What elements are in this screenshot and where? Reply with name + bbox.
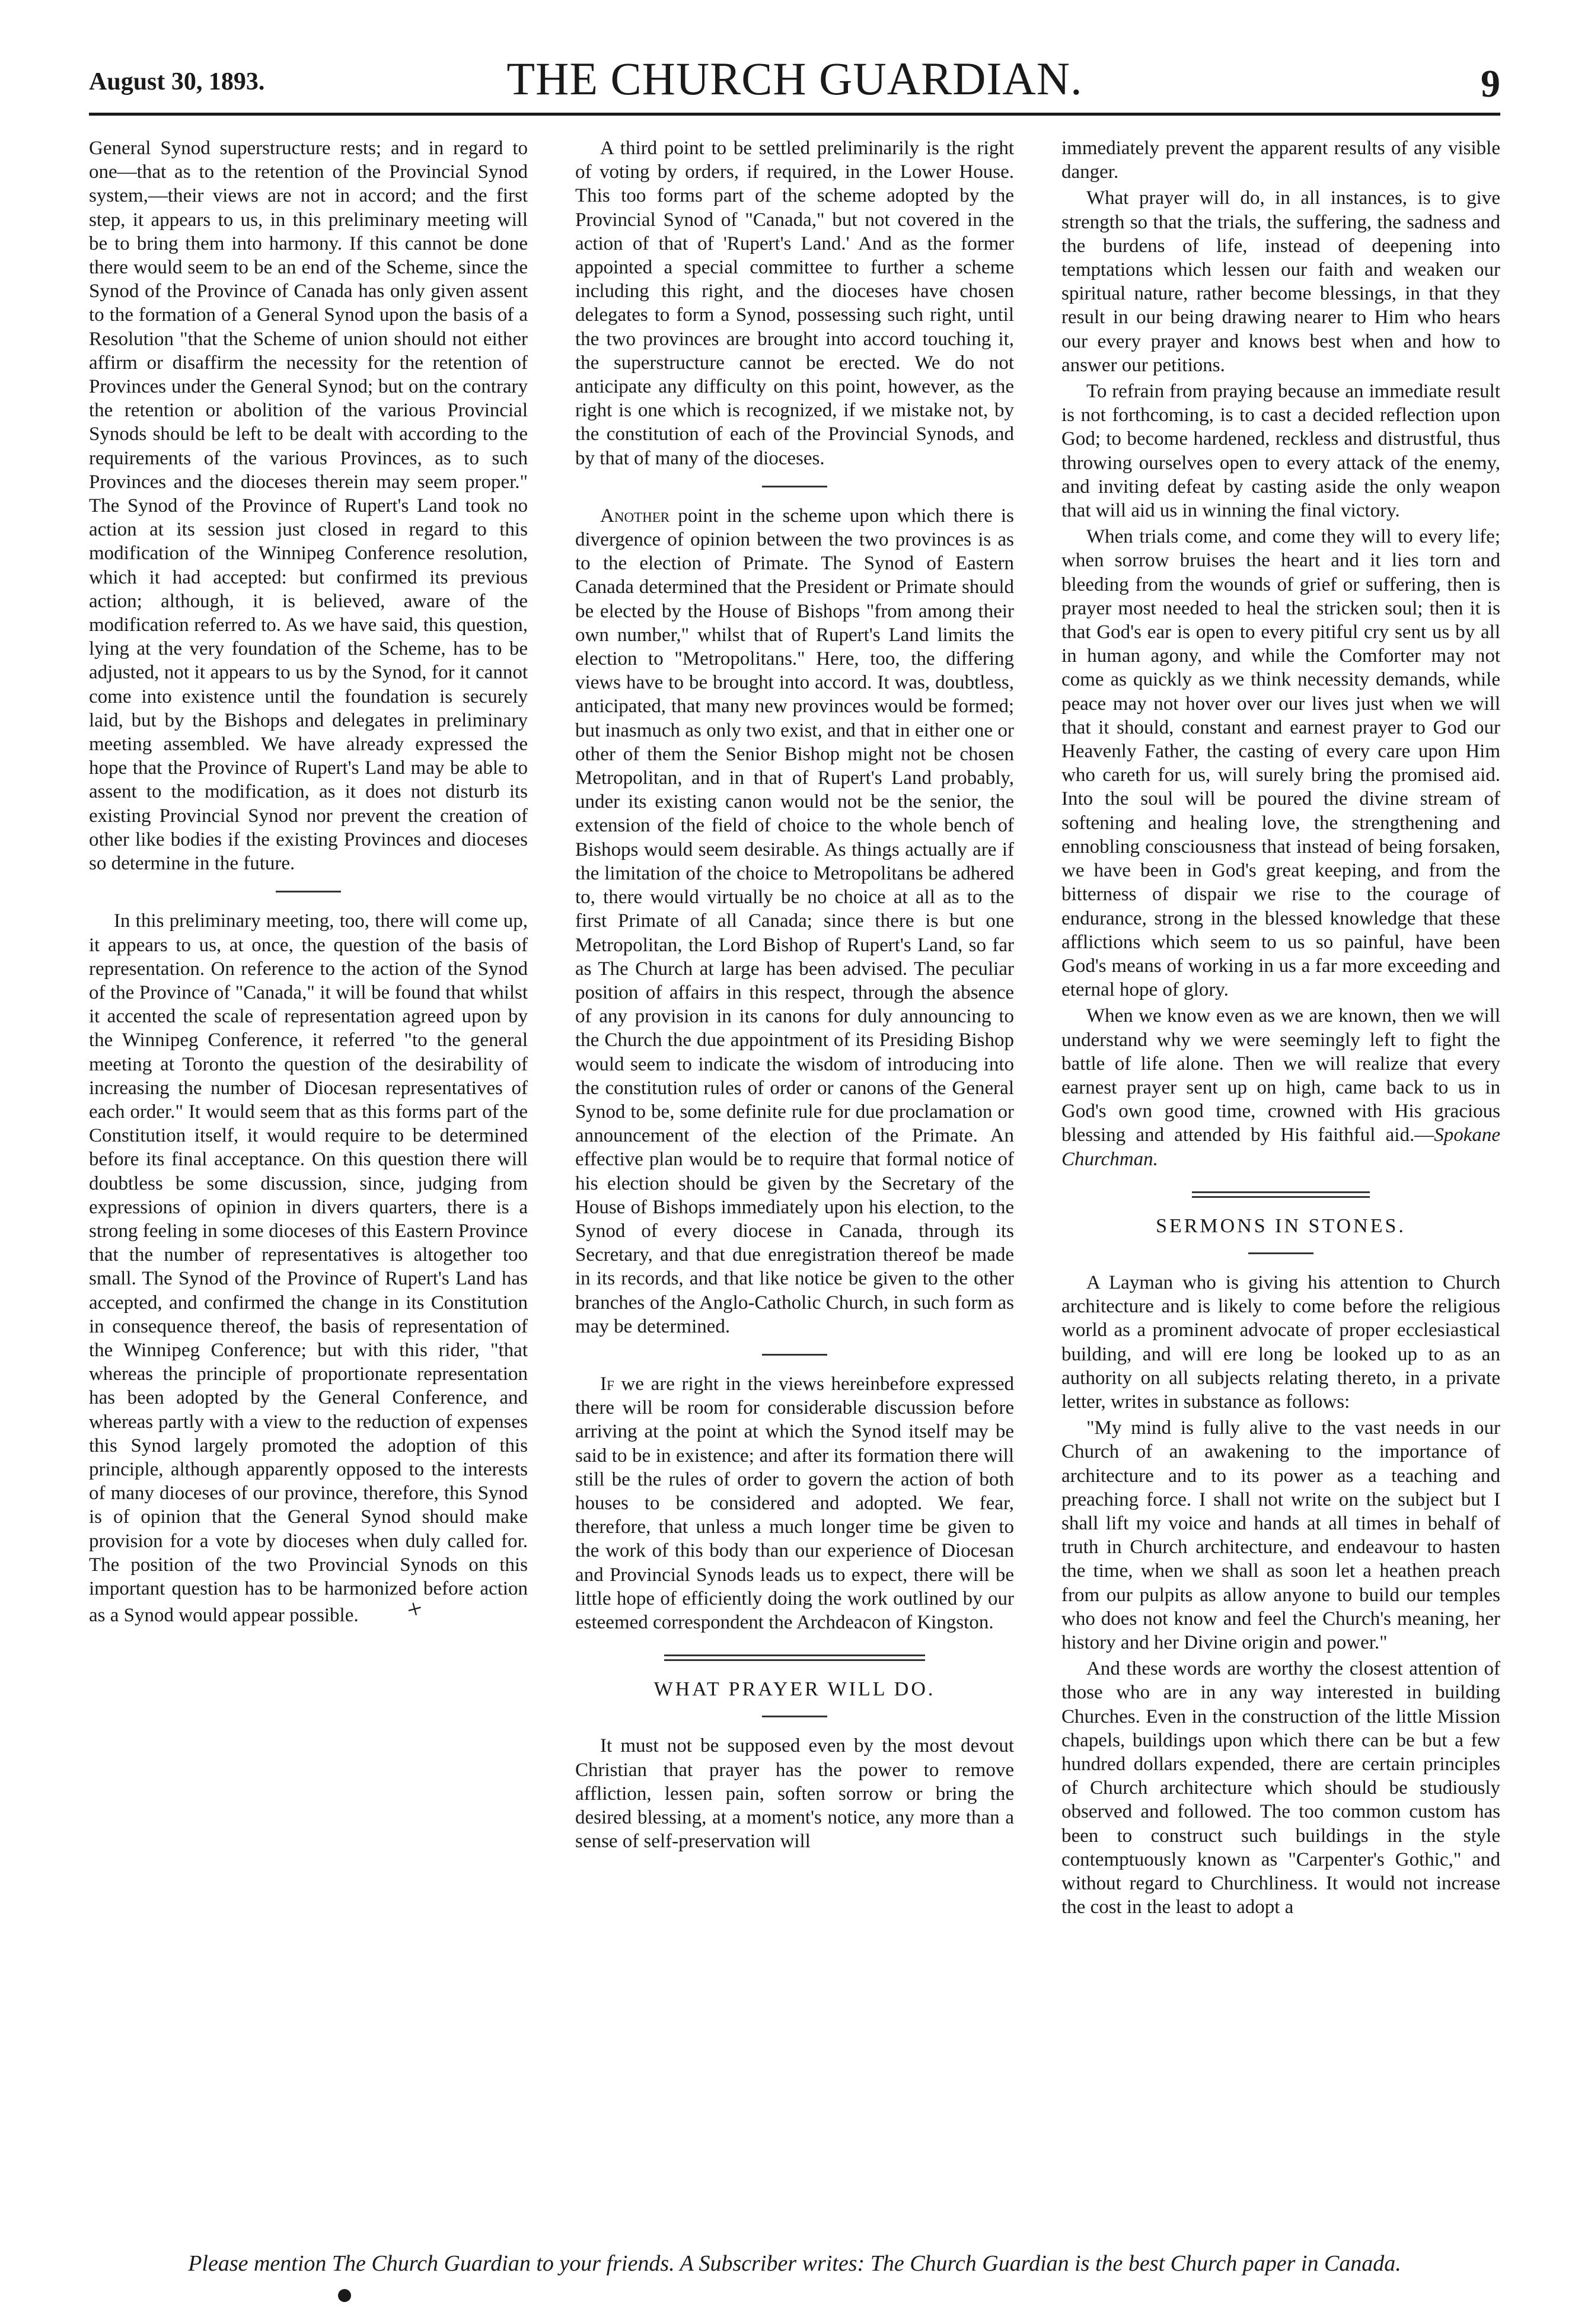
article-paragraph: When trials come, and come they will to every life; when sorrow bruises the heart and it lies torn and bleeding from the wounds of grief or suffering, then is prayer most needed to heal the stricken soul; then it is that God's ear is open to every pitiful cry sent us by all in human agony, and while the Comforter may not come as quickly as we think necessity demands, while peace may not hover over our lives just when we will that it should, constant and earnest prayer to God our Heavenly Father, the casting of every care upon Him who careth for us, will surely bring the promised aid. Into the soul will be poured the divine stream of softening and healing love, the strengthening and ennobling consciousness that instead of being forsaken, we have been in God's great keeping, and from the bitterness of dispair we rise to the courage of endurance, strong in the blessed knowledge that these afflictions which seem to us so painful, have been God's means of working in us a far more exceeding and eternal hope of glory. [1061, 526, 1500, 1001]
section-heading: SERMONS IN STONES. [1156, 1214, 1406, 1237]
source-credit: Spokane Churchman. [1061, 1124, 1500, 1170]
paragraph-lead: Another [600, 505, 670, 527]
double-rule [664, 1654, 925, 1661]
article-paragraph [89, 909, 528, 1627]
article-paragraph: To refrain from praying because an immediate result is not forthcoming, is to cast a decided reflection upon God; to become hardened, reckless and distrustful, thus throwing ourselves open to every attack of the enemy, and inviting defeat by casting aside the only weapon that will aid us in winning the final victory. [1061, 381, 1500, 522]
footer-note: Please mention The Church Guardian to your friends. A Subscriber writes: The Church Guardian is the best Church paper in Canada. [188, 2251, 1401, 2276]
heading-rule [762, 1716, 827, 1717]
page-header [89, 42, 1500, 107]
cross-mark: + [403, 1592, 426, 1626]
paragraph-text: When we know even as we are known, then we will understand why we were seemingly left to fight the battle of life alone. Then we will realize that every earnest prayer sent up on high, came back to us in God's own good time, crowned with His gracious blessing and attended by His faithful aid.— [1061, 1005, 1500, 1146]
column-1 [89, 136, 528, 1630]
section-divider [276, 891, 341, 892]
column-3 [1061, 136, 1500, 1921]
page-number: 9 [1481, 62, 1500, 106]
paragraph-text: we are right in the views hereinbefore expressed there will be room for considerable discussion before arriving at the point at which the Synod itself may be said to be in existence; and after its formation there will still be the rules of order to govern the action of both houses to be considered and adopted. We fear, therefore, that unless a much longer time be given to the work of this body than our experience of Diocesan and Provincial Synods leads us to expect, there will be little hope of efficiently doing the work outlined by our esteemed correspondent the Archdeacon of Kingston. [575, 1373, 1014, 1633]
article-paragraph: General Synod superstructure rests; and in regard to one—that as to the retention of the Provincial Synod system,—their views are not in accord; and the first step, it appears to us, in this preliminary meeting will be to bring them into harmony. If this cannot be done there would seem to be an end of the Scheme, since the Synod of the Province of Canada has only given assent to the formation of a General Synod upon the basis of a Resolution "that the Scheme of union should not either affirm or disaffirm the necessity for the retention of Provinces under the General Synod; but on the contrary the retention or abolition of the various Provincial Synods should be left to be dealt with according to the requirements of the various Provinces, as to such Provinces and the dioceses therein may seem proper." The Synod of the Province of Rupert's Land took no action at its session just closed in regard to this modification of the Winnipeg Conference resolution, which it had accepted: but confirmed its previous action; although, it is believed, aware of the modification referred to. As we have said, this question, lying at the very foundation of the Scheme, has to be adjusted, not it appears to us by the Synod, for it cannot come into existence until the foundation is securely laid, but by the Bishops and delegates in preliminary meeting assembled. We have already expressed the hope that the Province of Rupert's Land may be able to assent to the modification, as it does not disturb its existing Provincial Synod nor prevent the creation of other like bodies if the existing Provinces and dioceses so determine in the future. [89, 138, 528, 875]
article-paragraph [575, 504, 1014, 1338]
article-paragraph: What prayer will do, in all instances, is to give strength so that the trials, the suffering, the sadness and the burdens of life, instead of deepening into temptations which lessen our faith and weaken our spiritual nature, rather become blessings, in that they result in our being drawing nearer to Him who hears our every prayer and knows best when and how to answer our petitions. [1061, 187, 1500, 376]
masthead-title: THE CHURCH GUARDIAN. [506, 53, 1083, 104]
heading-rule [1248, 1252, 1313, 1254]
paragraph-lead: If [600, 1373, 614, 1395]
section-divider [762, 1354, 827, 1356]
article-paragraph: A Layman who is giving his attention to Church architecture and is likely to come before the religious world as a prominent advocate of proper ecclesiastical building, and will ere long be looked up to as an authority on all subjects relating thereto, in a private letter, writes in substance as follows: [1061, 1271, 1500, 1413]
article-paragraph: "My mind is fully alive to the vast needs in our Church of an awakening to the importance of architecture and to its power as a teaching and preaching force. I shall not write on the subject but I shall lift my voice and hands at all times in behalf of truth in Church architecture, and endeavour to hasten the time, when we shall as soon let a heathen preach from our pulpits as allow anyone to build our temples who does not know and feel the Church's meaning, her history and her Divine origin and power." [1061, 1417, 1500, 1653]
paragraph-text: point in the scheme upon which there is divergence of opinion between the two provinces is as to the election of Primate. The Synod of Eastern Canada determined that the President or Primate should be elected by the House of Bishops "from among their own number," whilst that of Rupert's Land limits the election to "Metropolitans." Here, too, the differing views have to be brought into accord. It was, doubtless, anticipated, that many new provinces would be formed; but inasmuch as only two exist, and that in either one or other of them the Senior Bishop might not be chosen Metropolitan, and in that of Rupert's Land probably, under its existing canon would not be the senior, the extension of the field of choice to the whole bench of Bishops would seem desirable. As things actually are if the limitation of the choice to Metropolitans be adhered to, there would virtually be no choice at all as to the first Primate of all Canada; since there is but one Metropolitan, the Lord Bishop of Rupert's Land, so far as The Church at large has been advised. The peculiar position of affairs in this respect, through the absence of any provision in its canons for duly announcing to the Church the due appointment of its Presiding Bishop would seem to indicate the wisdom of introducing into the constitution rules of order or canons of the General Synod to be, some definite rule for due proclamation or announcement of the election of the Primate. An effective plan would be to require that formal notice of his election should be given by the Secretary of the House of Bishops immediately upon his election, to the Synod of every diocese in Canada, through its Secretary, and that due enregistration thereof be made in its records, and that like notice be given to the other branches of the Anglo-Catholic Church, in such form as may be determined. [575, 505, 1014, 1337]
article-paragraph: immediately prevent the apparent results of any visible danger. [1061, 138, 1500, 183]
section-divider [762, 486, 827, 487]
column-2 [575, 136, 1014, 1856]
article-paragraph: And these words are worthy the closest attention of those who are in any way interested in building Churches. Even in the construction of the little Mission chapels, buildings upon which there can be but a few hundred dollars expended, there are certain principles of Church architecture which should be studiously observed and followed. The too common custom has been to construct such buildings in the style contemptuously known as "Carpenter's Gothic," and without regard to Churchliness. It would not increase the cost in the least to adopt a [1061, 1658, 1500, 1918]
ink-dot [338, 2289, 351, 2302]
article-paragraph [1061, 1004, 1500, 1171]
article-paragraph: It must not be supposed even by the most devout Christian that prayer has the power to remove affliction, lessen pain, soften sorrow or bring the desired blessing, at a moment's notice, any more than a sense of self-preservation will [575, 1735, 1014, 1853]
issue-date: August 30, 1893. [89, 68, 265, 95]
article-paragraph [575, 1372, 1014, 1634]
header-rule [89, 113, 1500, 116]
paragraph-text: In this preliminary meeting, too, there will come up, it appears to us, at once, the question of the basis of representation. On reference to the action of the Synod of the Province of "Canada," it will be found that whilst it accented the scale of representation agreed upon by the Winnipeg Conference, it referred "to the general meeting at Toronto the question of the desirability of increasing the number of Diocesan representatives of each order." It would seem that as this forms part of the Constitution itself, it would require to be determined before its final acceptance. On this question there will doubtless be some discussion, since, judging from expressions of opinion in divers quarters, there is a strong feeling in some dioceses of this Eastern Province that the number of representatives is altogether too small. The Synod of the Province of Rupert's Land has accepted, and confirmed the change in its Constitution in consequence thereof, the basis of representation of the Winnipeg Conference; but with this rider, "that whereas the principle of proportionate representation has been adopted by the General Conference, and whereas partly with a view to the reduction of expenses this Synod largely promoted the adoption of this principle, although apparently opposed to the interests of many dioceses of our province, therefore, this Synod is of opinion that the General Synod should make provision for a vote by dioceses when duly called for. The position of the two Provincial Synods on this important question has to be harmonized before action as a Synod would appear possible. [89, 910, 528, 1627]
section-heading: WHAT PRAYER WILL DO. [653, 1678, 936, 1701]
article-paragraph: A third point to be settled preliminarily is the right of voting by orders, if required, in the Lower House. This too forms part of the scheme adopted by the Provincial Synod of "Canada," but not covered in the action of that of 'Rupert's Land.' And as the former appointed a special committee to further a scheme including this right, and the dioceses have chosen delegates to form a Synod, possessing such right, until the two provinces are brought into accord touching it, the superstructure cannot be erected. We do not anticipate any difficulty on this point, however, as the right is one which is recognized, if we mistake not, by the constitution of each of the Provincial Synods, and by that of many of the dioceses. [575, 138, 1014, 469]
double-rule [1192, 1191, 1370, 1198]
